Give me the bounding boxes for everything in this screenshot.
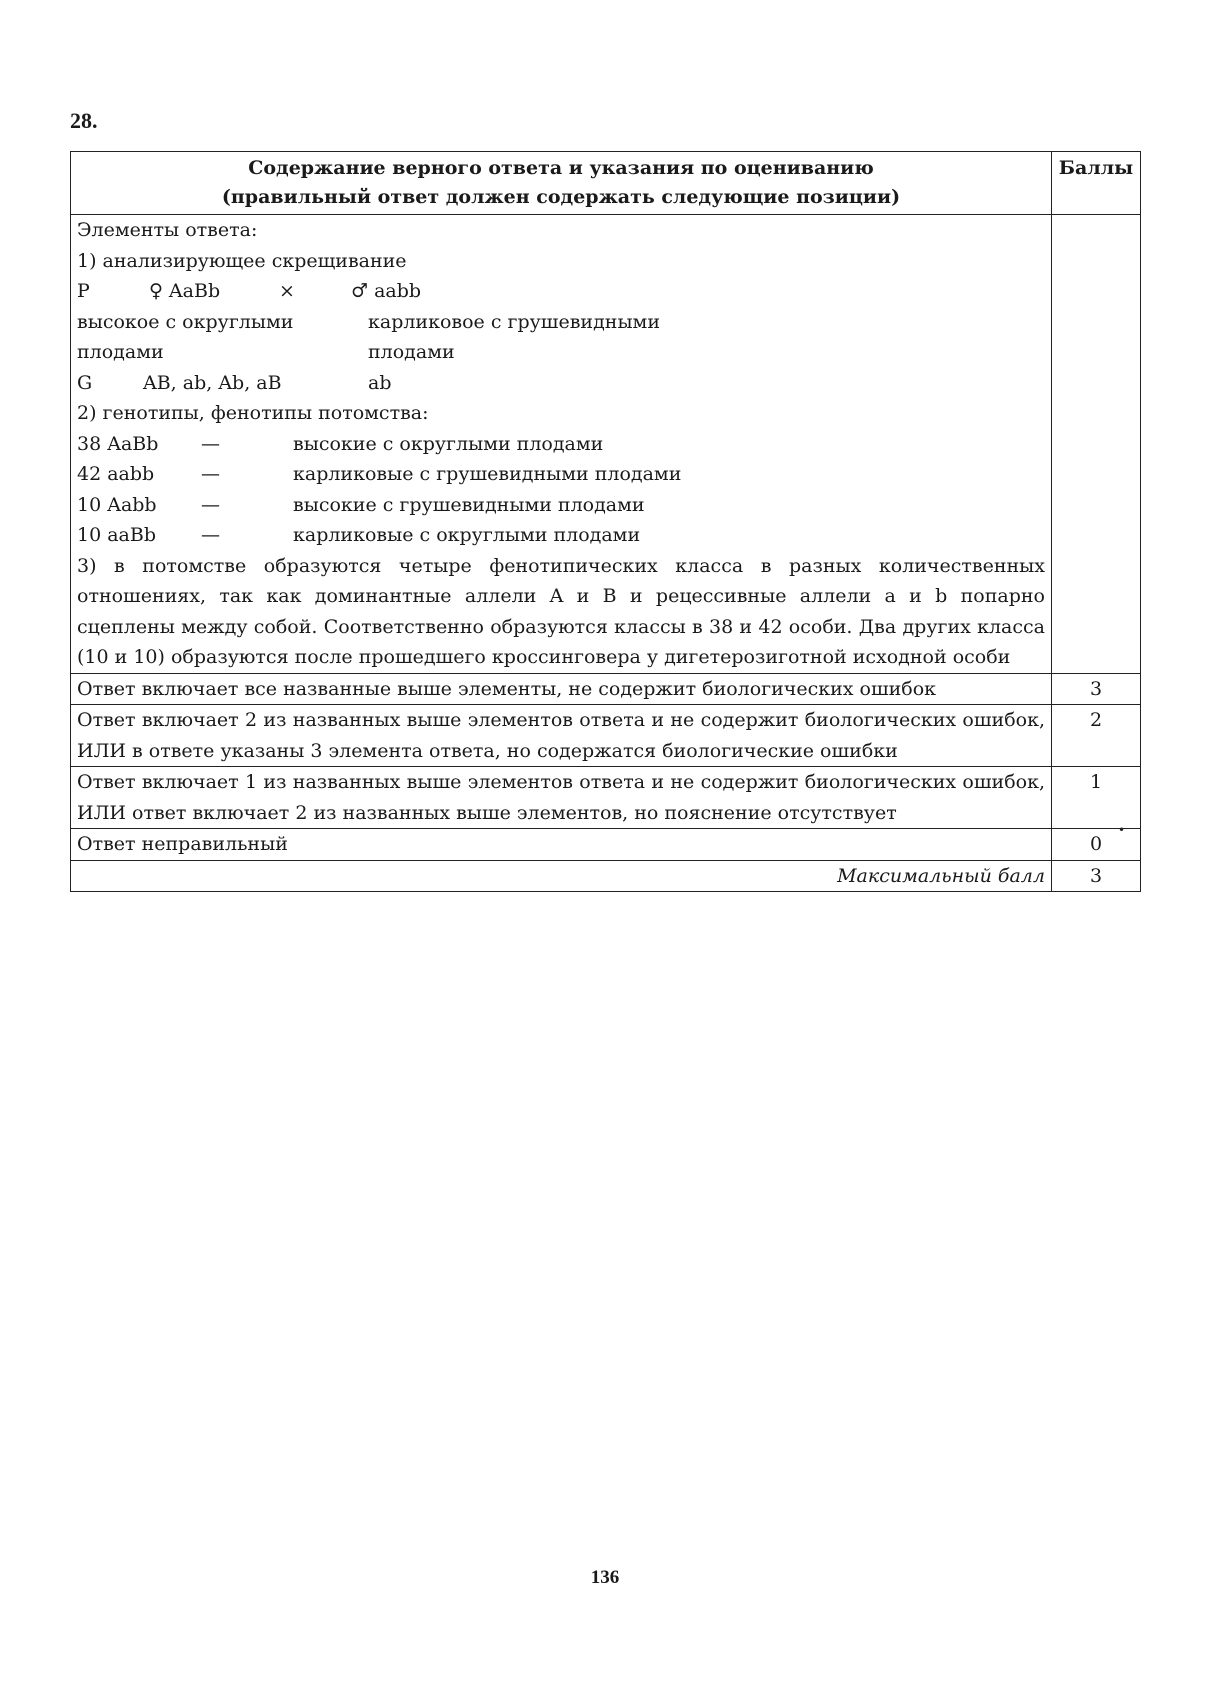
page-number: 136: [590, 1567, 620, 1588]
offspring-phenotype: высокие с округлыми плодами: [293, 432, 604, 455]
criterion-row: [71, 829, 1141, 861]
answer-elements-cell: [71, 215, 1052, 674]
header-content-line2: (правильный ответ должен содержать следующие позиции): [221, 186, 901, 208]
criterion-text: Ответ неправильный: [71, 829, 1052, 861]
offspring-genotype: 10 Aabb: [77, 493, 157, 516]
offspring-phenotype: карликовые с грушевидными плодами: [293, 463, 682, 485]
elements-intro: Элементы ответа:: [77, 219, 258, 241]
gametes-female: AB, ab, Ab, aB: [143, 371, 282, 394]
cross-line: [77, 276, 1045, 307]
phenotype-male-1: карликовое с грушевидными: [368, 310, 661, 333]
offspring-dash: —: [201, 524, 220, 546]
max-score-label: Максимальный балл: [71, 860, 1052, 892]
scan-speck-icon: •: [1118, 823, 1126, 837]
gametes-g: G: [77, 371, 93, 394]
task-number: 28.: [70, 108, 98, 133]
phenotype-female-1: высокое с округлыми: [77, 310, 294, 333]
answer-elements-points: [1052, 215, 1141, 674]
offspring-dash: —: [201, 463, 220, 485]
header-content-cell: [71, 152, 1052, 215]
element-3: 3) в потомстве образуются четыре фенотипических класса в разных количественных отношениях, так как доминантные аллели A и B и рецессивные аллели a и b попарно сцеплены между собой. Соответственно образуются классы в 38 и 42 особи. Два других класса (10 и 10) образуются после прошедшего кроссинговера у дигетерозиготной исходной особи: [77, 554, 1045, 668]
offspring-phenotype: высокие с грушевидными плодами: [293, 493, 645, 516]
max-score-points: 3: [1052, 860, 1141, 892]
gametes-line: [77, 368, 1045, 399]
criterion-row: [71, 673, 1141, 705]
criterion-text: Ответ включает 1 из названных выше элементов ответа и не содержит биологических ошибок, ИЛИ ответ включает 2 из названных выше элементов, но пояснение отсутствует: [71, 767, 1052, 829]
header-content-line1: Содержание верного ответа и указания по оцениванию: [248, 157, 874, 179]
criterion-text: Ответ включает все названные выше элементы, не содержит биологических ошибок: [71, 673, 1052, 705]
phenotype-line1: [77, 307, 1045, 338]
cross-p: P: [77, 280, 90, 302]
criterion-row: [71, 767, 1141, 829]
offspring-genotype: 38 AaBb: [77, 432, 159, 455]
criterion-points: 2: [1052, 705, 1141, 767]
cross-female: ♀ AaBb: [149, 280, 221, 302]
criterion-points: 0: [1052, 829, 1141, 861]
offspring-row: [77, 429, 1045, 460]
cross-male: ♂ aabb: [351, 280, 422, 302]
criterion-points: 3: [1052, 673, 1141, 705]
criterion-text: Ответ включает 2 из названных выше элементов ответа и не содержит биологических ошибок, ИЛИ в ответе указаны 3 элемента ответа, но содержатся биологические ошибки: [71, 705, 1052, 767]
offspring-row: [77, 459, 1045, 490]
element-2: 2) генотипы, фенотипы потомства:: [77, 402, 429, 424]
offspring-genotype: 10 aaBb: [77, 524, 156, 546]
phenotype-female-2: плодами: [77, 341, 164, 363]
offspring-genotype: 42 aabb: [77, 463, 155, 485]
table-header-row: [71, 152, 1141, 215]
grading-table: [70, 151, 1141, 892]
header-points: Баллы: [1052, 152, 1141, 215]
element-1: 1) анализирующее скрещивание: [77, 249, 407, 272]
gametes-male: ab: [368, 371, 392, 394]
offspring-dash: —: [201, 493, 220, 516]
offspring-dash: —: [201, 432, 220, 455]
max-score-row: [71, 860, 1141, 892]
offspring-row: [77, 520, 1045, 551]
offspring-phenotype: карликовые с округлыми плодами: [293, 524, 641, 546]
criterion-points: 1: [1052, 767, 1141, 829]
answer-elements-row: [71, 215, 1141, 674]
cross-times: ×: [279, 280, 295, 302]
phenotype-male-2: плодами: [368, 341, 455, 363]
phenotype-line2: [77, 337, 1045, 368]
criterion-row: [71, 705, 1141, 767]
offspring-row: [77, 490, 1045, 521]
